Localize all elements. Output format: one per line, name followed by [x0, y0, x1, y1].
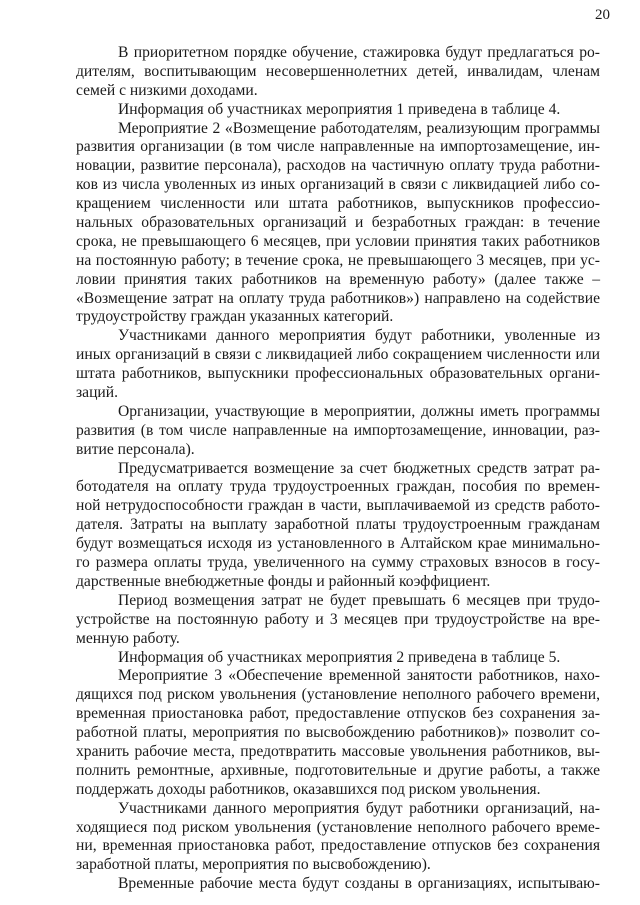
text-line: нальных образовательных организаций и безработных граждан: в течение — [76, 214, 600, 232]
text-line: Участниками данного мероприятия будут работники, уволенные из — [118, 327, 600, 345]
text-line: хранить рабочие места, предотвратить массовые увольнения работников, вы- — [76, 742, 600, 760]
text-line: полнить ремонтные, архивные, подготовительные и другие работы, а также — [76, 761, 600, 779]
text-line: будут возмещаться исходя из установленного в Алтайском крае минимально- — [76, 535, 600, 553]
text-line: ной нетрудоспособности граждан в части, выплачиваемой из средств работо- — [76, 497, 600, 515]
text-line: срока, не превышающего 6 месяцев, при условии принятия таких работников — [76, 232, 600, 250]
text-line: устройстве на постоянную работу и 3 месяцев при трудоустройстве на вре- — [76, 610, 600, 628]
text-line: временная приостановка работ, предоставление отпусков без сохранения за- — [76, 705, 600, 723]
text-line: Предусматривается возмещение за счет бюджетных средств затрат ра- — [118, 459, 600, 477]
text-line: дарственные внебюджетные фонды и районный коэффициент. — [76, 572, 491, 590]
text-line: ни, временная приостановка работ, предоставление отпусков без сохранения — [76, 837, 600, 855]
text-line: Временные рабочие места будут созданы в организациях, испытываю- — [118, 875, 600, 893]
text-line: дящихся под риском увольнения (установление неполного рабочего времени, — [76, 686, 600, 704]
text-line: развития организации (в том числе направленные на импортозамещение, ин- — [76, 138, 600, 156]
text-line: ков из числа уволенных из иных организаций в связи с ликвидацией либо со- — [76, 176, 600, 194]
text-line: менную работу. — [76, 629, 180, 647]
text-line: ботодателя на оплату труда трудоустроенных граждан, пособия по времен- — [76, 478, 600, 496]
text-line: Мероприятие 2 «Возмещение работодателям, реализующим программы — [118, 119, 600, 137]
text-line: семей с низкими доходами. — [76, 81, 258, 99]
text-line: В приоритетном порядке обучение, стажировка будут предлагаться ро- — [118, 44, 600, 61]
text-line: Информация об участниках мероприятия 2 приведена в таблице 5. — [118, 648, 561, 666]
text-line: ходящиеся под риском увольнения (установление неполного рабочего време- — [76, 818, 600, 836]
text-line: дителям, воспитывающим несовершеннолетних детей, инвалидам, членам — [76, 62, 600, 80]
text-line: «Возмещение затрат на оплату труда работников») направлено на содействие — [76, 289, 600, 307]
text-line: го размера оплаты труда, увеличенного на сумму страховых взносов в госу- — [76, 554, 600, 572]
text-line: поддержать доходы работников, оказавшихся под риском увольнения. — [76, 780, 541, 798]
text-line: Мероприятие 3 «Обеспечение временной занятости работников, нахо- — [118, 667, 600, 685]
text-line: на постоянную работу; в течение срока, не превышающего 3 месяцев, при ус- — [76, 251, 600, 269]
text-line: работной платы, мероприятия по высвобождению работников)» позволит со- — [76, 724, 600, 742]
text-line: кращением численности или штата работников, выпускников профессио- — [76, 195, 600, 213]
text-line: новации, развитие персонала), расходов на частичную оплату труда работни- — [76, 157, 600, 175]
text-line: заций. — [76, 384, 119, 402]
text-line: Информация об участниках мероприятия 1 приведена в таблице 4. — [118, 100, 561, 118]
text-line: иных организаций в связи с ликвидацией либо сокращением численности или — [76, 346, 600, 364]
body-text — [76, 44, 600, 894]
text-line: Период возмещения затрат не будет превышать 6 месяцев при трудо- — [118, 591, 600, 609]
text-line: дателя. Затраты на выплату заработной платы трудоустроенным гражданам — [76, 516, 600, 534]
page-number: 20 — [595, 7, 610, 23]
text-line: заработной платы, мероприятия по высвобождению). — [76, 856, 431, 874]
text-line: Организации, участвующие в мероприятии, должны иметь программы — [118, 402, 600, 420]
text-line: трудоустройству граждан указанных категорий. — [76, 308, 394, 326]
text-line: витие персонала). — [76, 440, 195, 458]
text-line: развития (в том числе направленные на импортозамещение, инновации, раз- — [76, 421, 600, 439]
text-line: Участниками данного мероприятия будут работники организаций, на- — [118, 799, 600, 817]
text-line: штата работников, выпускники профессиональных образовательных органи- — [76, 365, 600, 383]
text-line: ловии принятия таких работников на временную работу» (далее также – — [76, 270, 600, 288]
